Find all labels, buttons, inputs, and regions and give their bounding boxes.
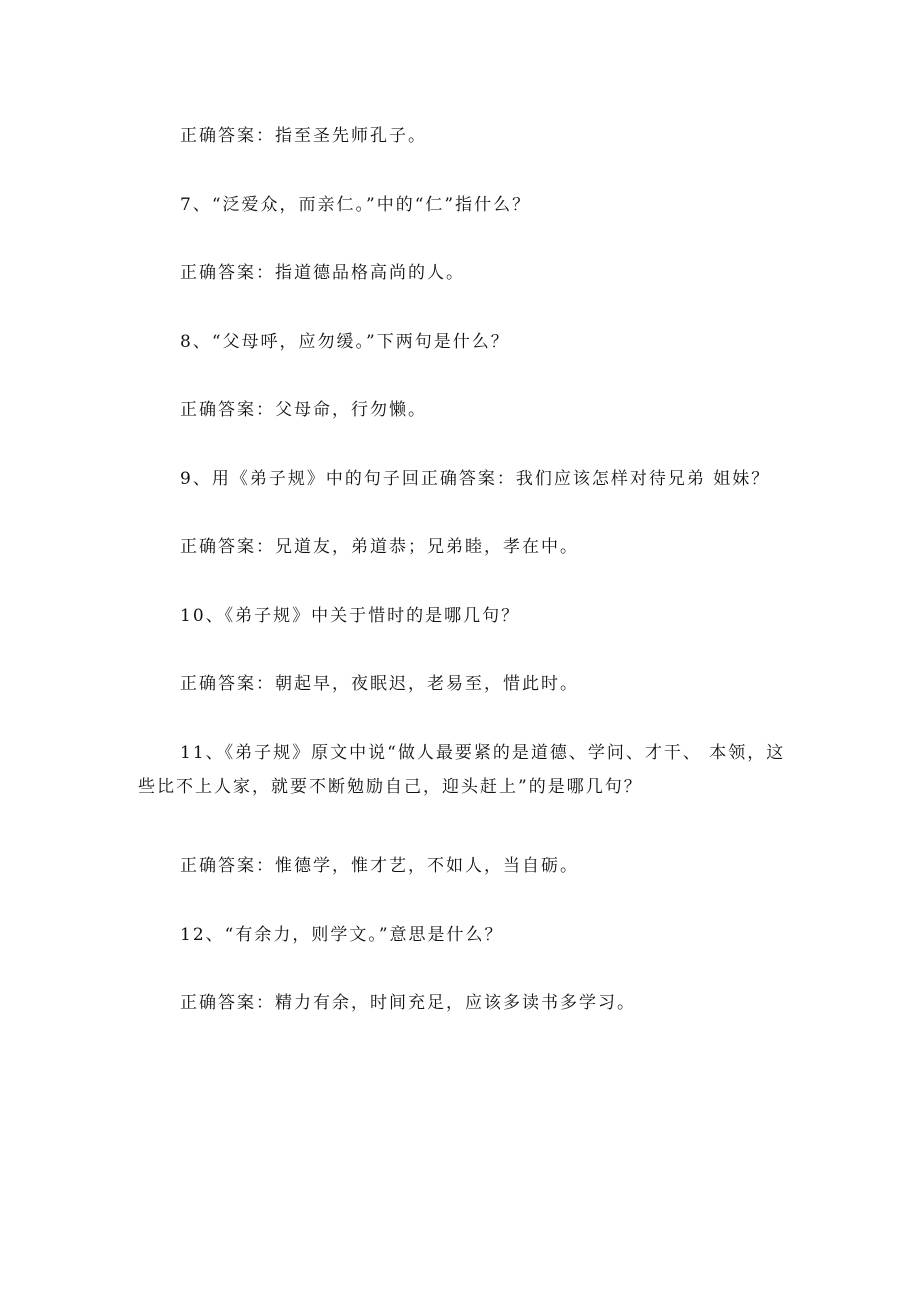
question-7: 7、“泛爱众，而亲仁。”中的“仁”指什么？ — [180, 195, 532, 215]
answer-12: 正确答案：精力有余，时间充足，应该多读书多学习。 — [180, 993, 636, 1013]
answer-6: 正确答案：指至圣先师孔子。 — [180, 126, 427, 146]
question-11: 11、《弟子规》原文中说“做人最要紧的是道德、学问、才干、 本领，这些比不上人家，就要不断勉励自己，迎头赶上”的是哪几句？ — [138, 743, 786, 797]
answer-7: 正确答案：指道德品格高尚的人。 — [180, 263, 465, 283]
answer-9: 正确答案：兄道友，弟道恭；兄弟睦，孝在中。 — [180, 537, 579, 557]
question-12: 12、“有余力，则学文。”意思是什么？ — [180, 925, 504, 945]
answer-8: 正确答案：父母命，行勿懒。 — [180, 400, 427, 420]
question-9: 9、用《弟子规》中的句子回正确答案：我们应该怎样对待兄弟 姐妹？ — [180, 469, 771, 489]
answer-11: 正确答案：惟德学，惟才艺，不如人，当自砺。 — [180, 856, 579, 876]
question-8: 8、“父母呼，应勿缓。”下两句是什么？ — [180, 332, 510, 352]
question-10: 10、《弟子规》中关于惜时的是哪几句？ — [180, 606, 521, 626]
answer-10: 正确答案：朝起早，夜眠迟，老易至，惜此时。 — [180, 674, 579, 694]
